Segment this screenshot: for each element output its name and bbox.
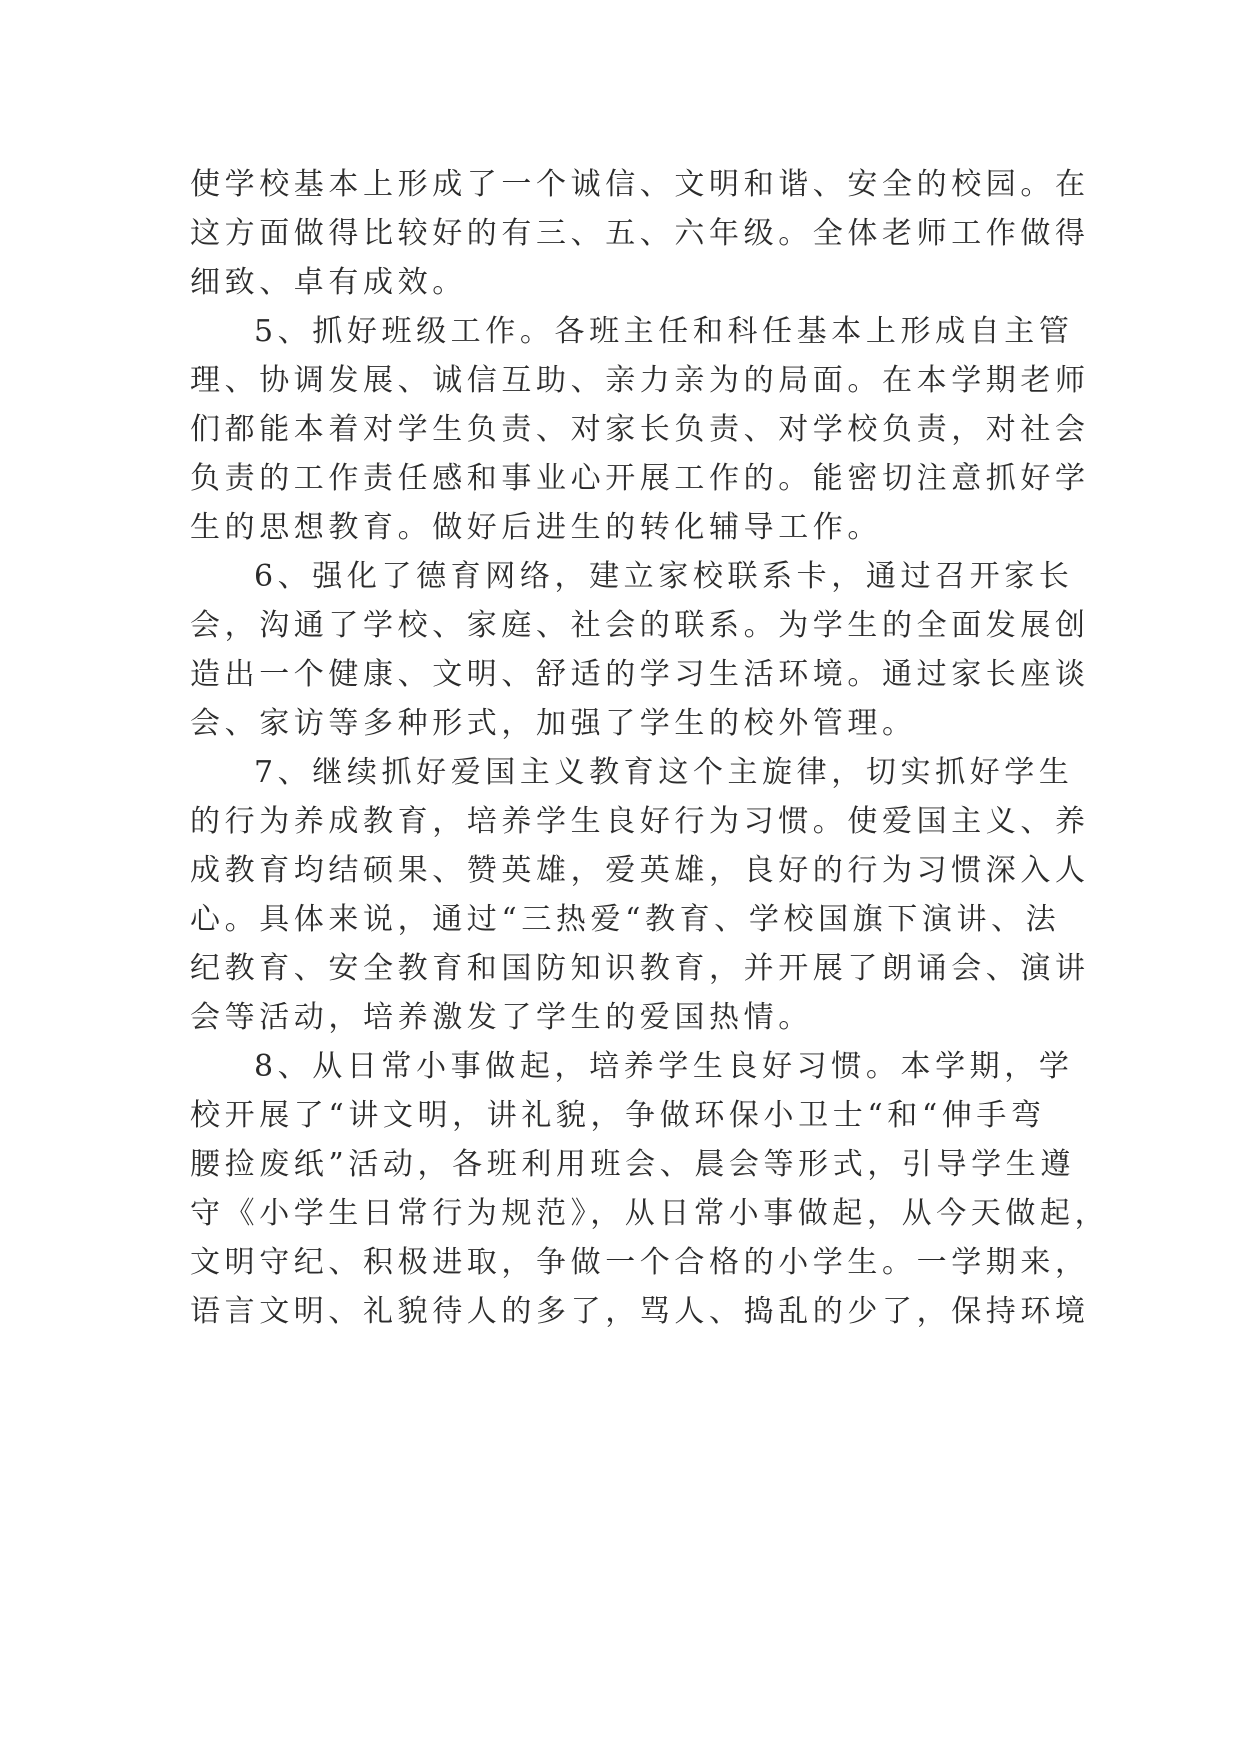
- paragraph-6: [190, 552, 1090, 748]
- paragraph-continued: [190, 160, 1090, 307]
- text-line: 7、继续抓好爱国主义教育这个主旋律，切实抓好学生: [254, 755, 1074, 790]
- text-line: 语言文明、礼貌待人的多了，骂人、捣乱的少了，保持环境: [190, 1294, 1090, 1329]
- text-line: 细致、卓有成效。: [190, 265, 467, 300]
- text-line: 8、从日常小事做起，培养学生良好习惯。本学期，学: [254, 1049, 1074, 1084]
- text-line: 生的思想教育。做好后进生的转化辅导工作。: [190, 510, 882, 545]
- text-line: 们都能本着对学生负责、对家长负责、对学校负责，对社会: [190, 412, 1090, 447]
- text-line: 负责的工作责任感和事业心开展工作的。能密切注意抓好学: [190, 461, 1090, 496]
- text-line: 纪教育、安全教育和国防知识教育，并开展了朗诵会、演讲: [190, 951, 1090, 986]
- paragraph-5: [190, 307, 1090, 552]
- text-line: 的行为养成教育，培养学生良好行为习惯。使爱国主义、养: [190, 804, 1090, 839]
- text-line: 会，沟通了学校、家庭、社会的联系。为学生的全面发展创: [190, 608, 1090, 643]
- text-line: 成教育均结硕果、赞英雄，爱英雄，良好的行为习惯深入人: [190, 853, 1090, 888]
- paragraph-8: [190, 1042, 1110, 1336]
- text-line: 会、家访等多种形式，加强了学生的校外管理。: [190, 706, 917, 741]
- document-body: [190, 160, 1110, 1336]
- text-line: 心。具体来说，通过“三热爱“教育、学校国旗下演讲、法: [190, 902, 1061, 937]
- text-line: 使学校基本上形成了一个诚信、文明和谐、安全的校园。在: [190, 167, 1090, 202]
- text-line: 5、抓好班级工作。各班主任和科任基本上形成自主管: [254, 314, 1074, 349]
- text-line: 理、协调发展、诚信互助、亲力亲为的局面。在本学期老师: [190, 363, 1090, 398]
- text-line: 造出一个健康、文明、舒适的学习生活环境。通过家长座谈: [190, 657, 1090, 692]
- text-line: 校开展了“讲文明，讲礼貌，争做环保小卫士“和“伸手弯: [190, 1098, 1046, 1133]
- text-line: 6、强化了德育网络，建立家校联系卡，通过召开家长: [254, 559, 1074, 594]
- text-line: 会等活动，培养激发了学生的爱国热情。: [190, 1000, 813, 1035]
- text-line: 这方面做得比较好的有三、五、六年级。全体老师工作做得: [190, 216, 1090, 251]
- text-line: 文明守纪、积极进取，争做一个合格的小学生。一学期来，: [190, 1245, 1090, 1280]
- text-line: 守《小学生日常行为规范》，从日常小事做起，从今天做起，: [190, 1196, 1110, 1231]
- text-line: 腰捡废纸”活动，各班利用班会、晨会等形式，引导学生遵: [190, 1147, 1075, 1182]
- paragraph-7: [190, 748, 1090, 1042]
